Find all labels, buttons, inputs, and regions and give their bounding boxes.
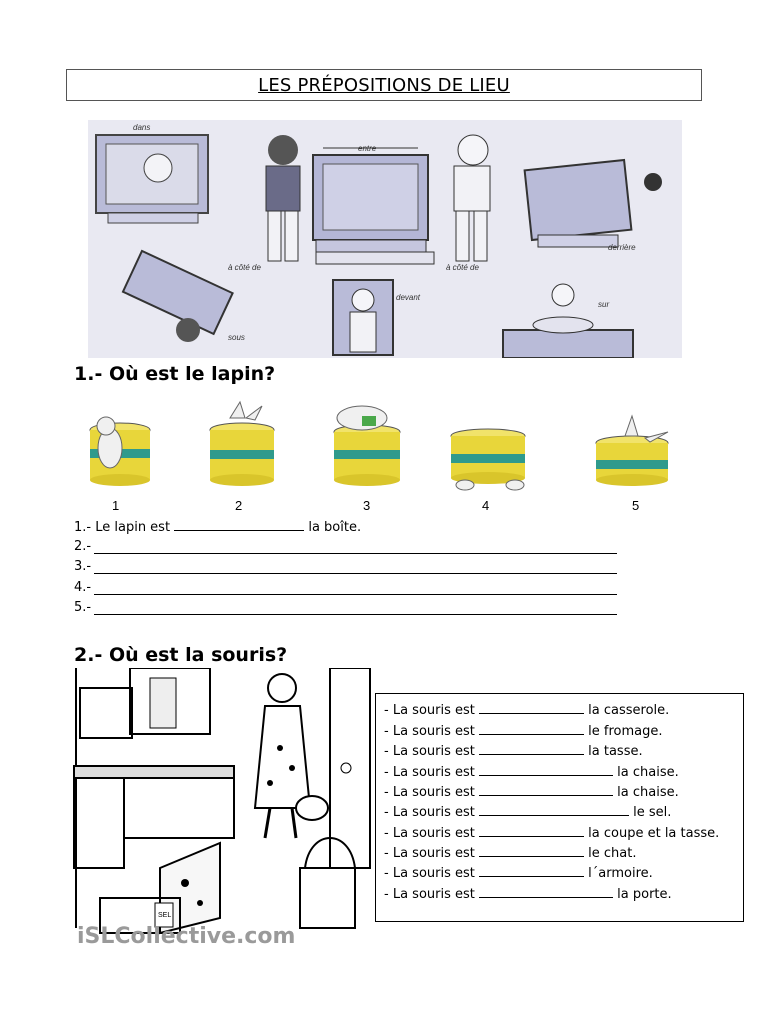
section2-heading: 2.- Où est la souris? (74, 644, 288, 666)
page-title: LES PRÉPOSITIONS DE LIEU (258, 74, 510, 96)
box-1 (90, 417, 150, 486)
exercise-row-1-prefix: - La souris est (384, 703, 475, 718)
exercise-row-2-suffix: le fromage. (588, 724, 663, 739)
exercise-row-9-suffix: l´armoire. (588, 866, 653, 881)
exercise-row-3-prefix: - La souris est (384, 744, 475, 759)
watermark: iSLCollective.com (77, 924, 296, 949)
box-number-3: 3 (363, 498, 371, 513)
label-dans: dans (133, 123, 151, 132)
exercise-row-6-prefix: - La souris est (384, 805, 475, 820)
section1-heading: 1.- Où est le lapin? (74, 363, 276, 385)
exercise-blank-1[interactable] (479, 701, 584, 714)
exercise-row-8 (384, 844, 636, 861)
exercise-row-8-suffix: le chat. (588, 846, 637, 861)
answer-blank-5[interactable] (94, 614, 617, 615)
label-sous: sous (228, 333, 245, 342)
exercise-row-4-suffix: la chaise. (617, 765, 679, 780)
answer-blank-2[interactable] (94, 553, 617, 554)
exercise-row-6-suffix: le sel. (633, 805, 672, 820)
exercise-row-2 (384, 722, 663, 739)
exercise-row-8-prefix: - La souris est (384, 846, 475, 861)
salt-label: SEL (158, 912, 172, 919)
box-5 (596, 416, 668, 486)
box-number-1: 1 (112, 498, 120, 513)
exercise-row-7-suffix: la coupe et la tasse. (588, 826, 720, 841)
prepositions-illustration-svg (88, 120, 682, 358)
exercise-blank-6[interactable] (479, 803, 629, 816)
monitor-dans (96, 135, 208, 223)
answer-line-1-suffix: la boîte. (308, 520, 362, 535)
exercise-row-4-prefix: - La souris est (384, 765, 475, 780)
exercise-row-9-prefix: - La souris est (384, 866, 475, 881)
exercise-blank-2[interactable] (479, 722, 584, 735)
exercise-row-5 (384, 783, 679, 800)
answer-line-3-number: 3.- (74, 559, 92, 574)
exercise-row-1-suffix: la casserole. (588, 703, 670, 718)
rabbit-boxes-svg (70, 388, 690, 493)
label-a-cote-de-left: à côté de (228, 263, 261, 272)
exercise-blank-8[interactable] (479, 844, 584, 857)
exercise-blank-5[interactable] (479, 783, 613, 796)
exercise-row-10-suffix: la porte. (617, 887, 672, 902)
exercise-row-10 (384, 885, 672, 902)
answer-blank-3[interactable] (94, 573, 617, 574)
answer-line-2-number: 2.- (74, 539, 92, 554)
exercise-blank-10[interactable] (479, 885, 613, 898)
box-3 (334, 406, 400, 486)
exercise-box (375, 693, 744, 922)
exercise-blank-9[interactable] (479, 864, 584, 877)
box-4 (451, 429, 525, 490)
box-number-5: 5 (632, 498, 640, 513)
title-box (66, 69, 702, 101)
exercise-row-9 (384, 864, 653, 881)
monitor-devant (333, 280, 393, 355)
answer-line-5-number: 5.- (74, 600, 92, 615)
exercise-row-6 (384, 803, 671, 820)
monitor-entre (313, 148, 434, 264)
kitchen-illustration-svg (70, 668, 372, 950)
exercise-blank-3[interactable] (479, 742, 584, 755)
box-2 (210, 402, 274, 486)
answer-line-4-number: 4.- (74, 580, 92, 595)
label-entre: entre (358, 144, 377, 153)
answer-line-1 (74, 518, 361, 535)
exercise-row-7-prefix: - La souris est (384, 826, 475, 841)
exercise-row-10-prefix: - La souris est (384, 887, 475, 902)
label-devant: devant (396, 293, 421, 302)
answer-blank-4[interactable] (94, 594, 617, 595)
exercise-row-4 (384, 763, 679, 780)
exercise-blank-4[interactable] (479, 763, 613, 776)
exercise-row-1 (384, 701, 669, 718)
label-derriere: derrière (608, 243, 636, 252)
label-a-cote-de-right: à côté de (446, 263, 479, 272)
kitchen-illustration (70, 668, 372, 950)
label-sur: sur (598, 300, 610, 309)
answer-blank-1[interactable] (174, 518, 304, 531)
exercise-blank-7[interactable] (479, 824, 584, 837)
exercise-row-5-prefix: - La souris est (384, 785, 475, 800)
exercise-row-5-suffix: la chaise. (617, 785, 679, 800)
exercise-row-3 (384, 742, 643, 759)
prepositions-illustration (88, 120, 682, 358)
rabbit-boxes (70, 388, 690, 493)
exercise-row-3-suffix: la tasse. (588, 744, 643, 759)
box-number-2: 2 (235, 498, 243, 513)
exercise-row-2-prefix: - La souris est (384, 724, 475, 739)
answer-line-1-prefix: 1.- Le lapin est (74, 520, 171, 535)
box-number-4: 4 (482, 498, 490, 513)
exercise-row-7 (384, 824, 719, 841)
